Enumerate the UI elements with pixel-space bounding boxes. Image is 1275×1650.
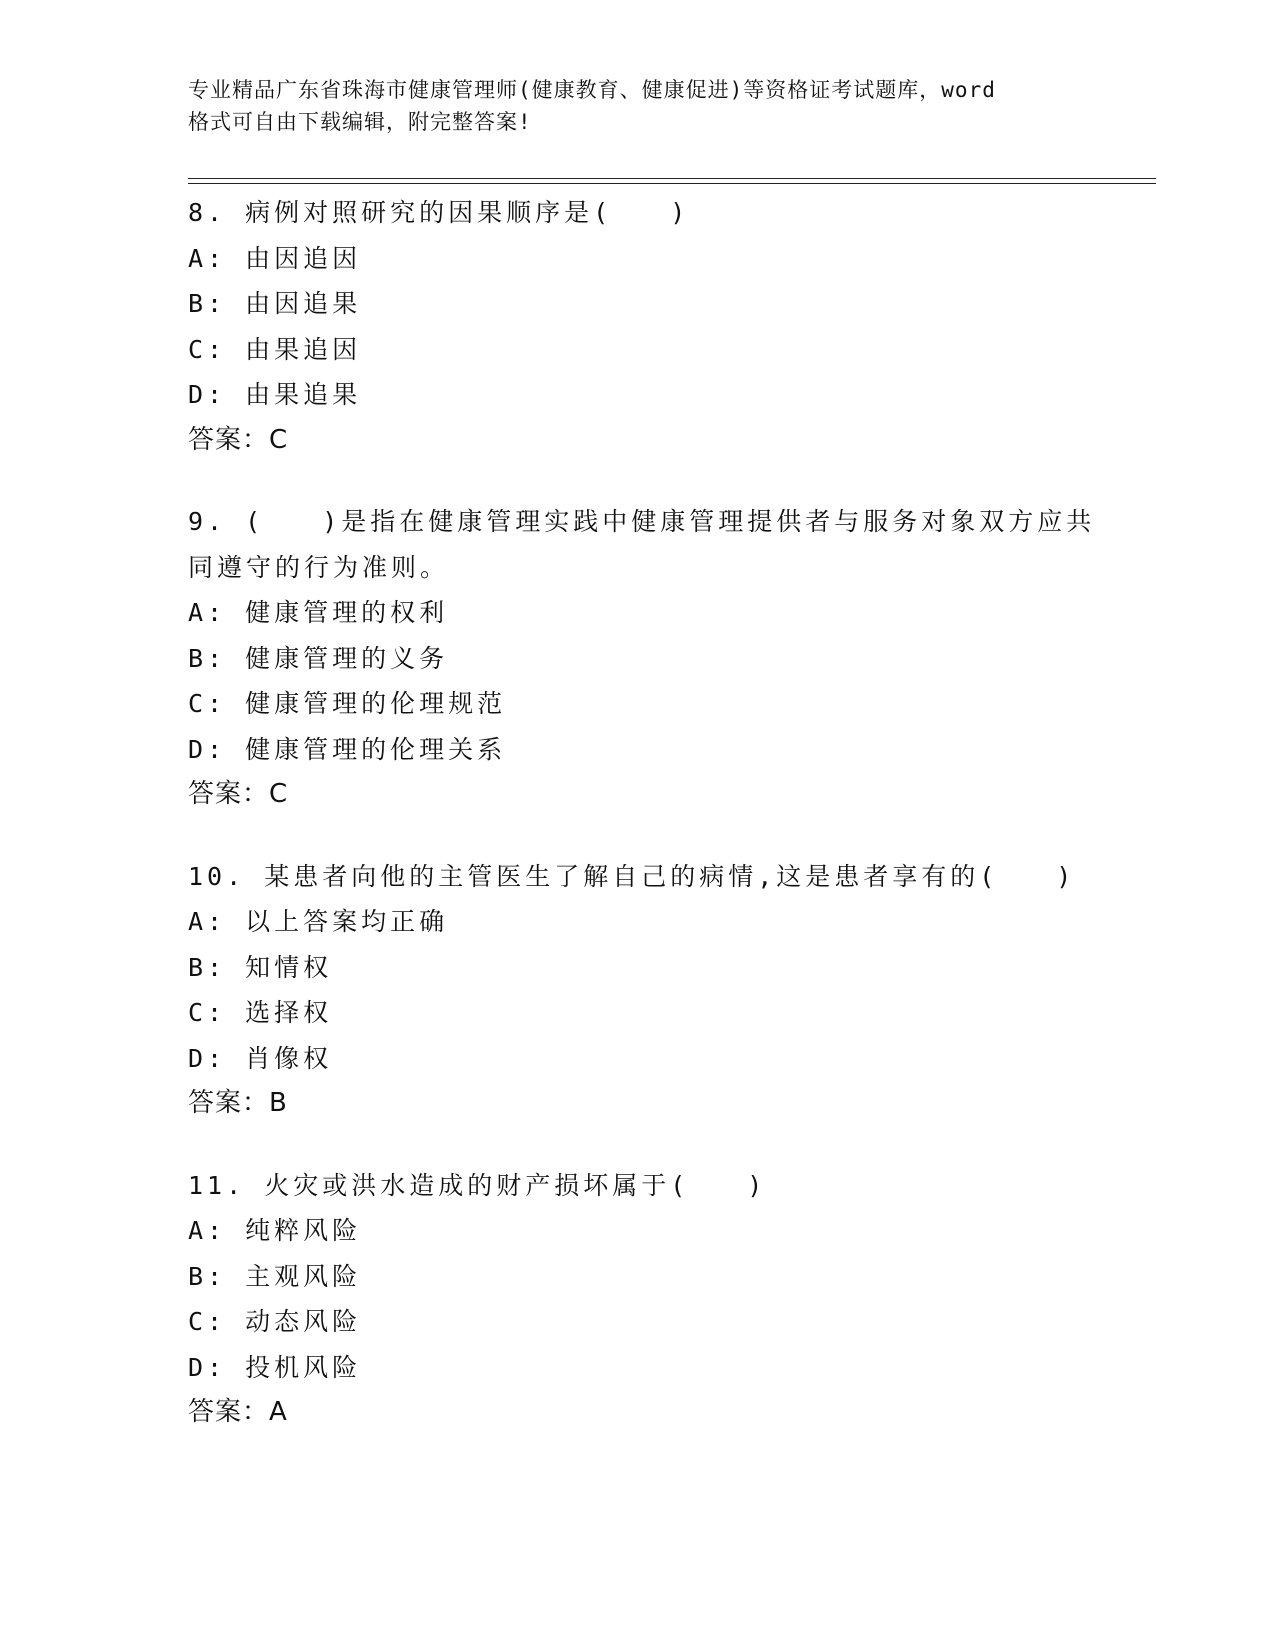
option-d: D: 肖像权 [188,1043,333,1073]
header-line-2: 格式可自由下载编辑，附完整答案! [188,110,532,134]
option-a: A: 由因追因 [188,243,362,273]
question-8 [188,190,1088,463]
question-11 [188,1163,1088,1436]
option-c: C: 健康管理的伦理规范 [188,689,507,718]
question-9 [188,499,1096,818]
question-stem: 9. ( )是指在健康管理实践中健康管理提供者与服务对象双方应共 [188,507,1096,536]
document-header [188,74,1088,138]
header-divider-top [188,178,1156,179]
question-10 [188,854,1088,1127]
answer-line: 答案：C [188,424,289,455]
option-d: D: 由果追果 [188,380,362,409]
question-stem: 8. 病例对照研究的因果顺序是( ) [188,198,690,227]
option-d: D: 投机风险 [188,1352,362,1382]
option-b: B: 由因追果 [188,289,362,318]
answer-line: 答案：B [188,1088,288,1118]
header-line-1: 专业精品广东省珠海市健康管理师(健康教育、健康促进)等资格证考试题库，word [188,78,996,102]
option-c: C: 由果追因 [188,334,362,364]
option-c: C: 动态风险 [188,1307,362,1336]
option-c: C: 选择权 [188,998,333,1027]
option-a: A: 健康管理的权利 [188,598,449,627]
option-b: B: 主观风险 [188,1261,362,1291]
option-a: A: 以上答案均正确 [188,907,449,936]
option-b: B: 知情权 [188,952,333,982]
answer-line: 答案：C [188,779,289,809]
question-stem: 11. 火灾或洪水造成的财产损坏属于( ) [188,1170,767,1200]
question-stem-continued: 同遵守的行为准则。 [188,552,450,582]
option-a: A: 纯粹风险 [188,1216,362,1245]
question-list [188,190,1096,1472]
question-stem: 10. 某患者向他的主管医生了解自己的病情,这是患者享有的( ) [188,861,1076,891]
header-divider-bottom [188,183,1156,184]
option-d: D: 健康管理的伦理关系 [188,734,507,764]
option-b: B: 健康管理的义务 [188,643,449,673]
answer-line: 答案：A [188,1397,288,1427]
